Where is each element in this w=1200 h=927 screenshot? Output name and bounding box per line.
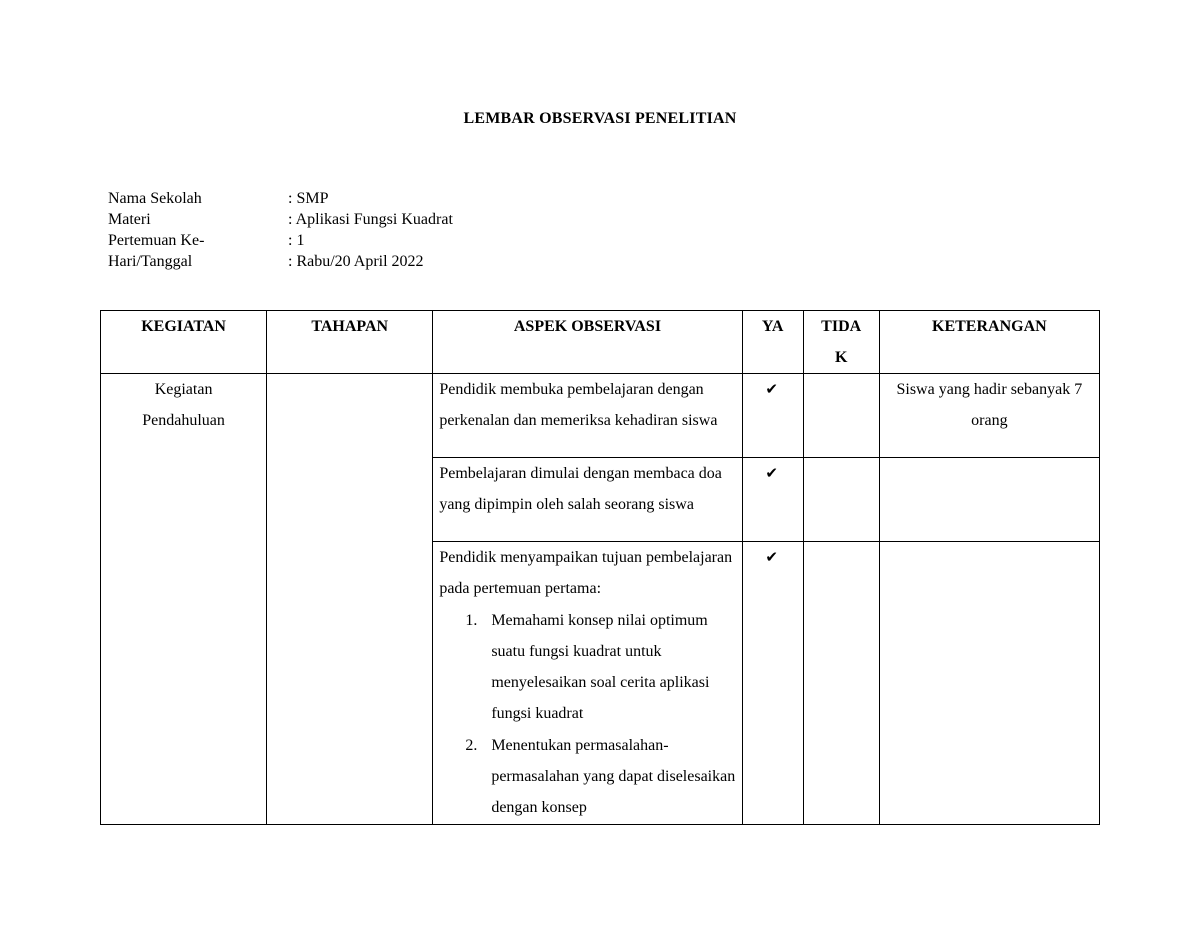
kegiatan-line1: Kegiatan [154, 381, 213, 398]
meta-value: : Aplikasi Fungsi Kuadrat [288, 211, 453, 228]
ya-cell [742, 542, 803, 825]
meta-row-material [108, 209, 453, 230]
meta-label: Hari/Tanggal [108, 253, 193, 270]
ya-cell [742, 458, 803, 542]
header-keterangan: KETERANGAN [879, 311, 1099, 374]
header-kegiatan: KEGIATAN [101, 311, 267, 374]
aspek-intro: Pendidik menyampaikan tujuan pembelajaran pada pertemuan pertama: [439, 549, 733, 598]
goal-number: 1. [465, 611, 478, 629]
goal-item [465, 730, 736, 824]
table-row [101, 374, 1100, 458]
kegiatan-cell [101, 374, 267, 825]
tidak-cell [803, 374, 879, 458]
header-tahapan: TAHAPAN [267, 311, 433, 374]
goal-item [465, 605, 735, 730]
header-tidak-line2: K [834, 349, 848, 366]
keterangan-cell [879, 458, 1099, 542]
tidak-cell [803, 542, 879, 825]
aspek-cell [433, 542, 742, 825]
aspek-cell: Pembelajaran dimulai dengan membaca doa yang dipimpin oleh salah seorang siswa [433, 458, 742, 542]
kegiatan-line2: Pendahuluan [142, 412, 225, 430]
goal-text: Menentukan permasalahan-permasalahan yang dapat diselesaikan dengan konsep [491, 736, 736, 817]
observation-table [100, 310, 1100, 825]
check-icon: ✔ [765, 380, 778, 398]
aspek-cell: Pendidik membuka pembelajaran dengan perkenalan dan memeriksa kehadiran siswa [433, 374, 742, 458]
check-icon: ✔ [765, 464, 778, 482]
meta-label: Materi [108, 211, 151, 228]
meta-row-meeting [108, 230, 453, 251]
meta-value: : 1 [288, 232, 305, 249]
keterangan-cell [879, 542, 1099, 825]
ya-cell [742, 374, 803, 458]
header-ya: YA [742, 311, 803, 374]
header-aspek: ASPEK OBSERVASI [433, 311, 742, 374]
tahapan-cell [267, 374, 433, 825]
goals-list [439, 605, 735, 824]
meta-row-school [108, 188, 453, 209]
goal-text: Memahami konsep nilai optimum suatu fungsi kuadrat untuk menyelesaikan soal cerita aplikasi fungsi kuadrat [491, 611, 710, 723]
tidak-cell [803, 458, 879, 542]
document-title: LEMBAR OBSERVASI PENELITIAN [463, 110, 737, 127]
check-icon: ✔ [765, 548, 778, 566]
keterangan-cell: Siswa yang hadir sebanyak 7 orang [879, 374, 1099, 458]
meta-block [108, 188, 453, 272]
meta-value: : SMP [288, 190, 329, 207]
meta-label: Nama Sekolah [108, 190, 202, 207]
table-header-row [101, 311, 1100, 374]
header-tidak-line1: TIDA [821, 318, 862, 335]
meta-value: : Rabu/20 April 2022 [288, 253, 424, 270]
meta-row-date [108, 251, 453, 272]
meta-label: Pertemuan Ke- [108, 232, 205, 249]
goal-number: 2. [465, 736, 478, 754]
header-tidak [803, 311, 879, 374]
